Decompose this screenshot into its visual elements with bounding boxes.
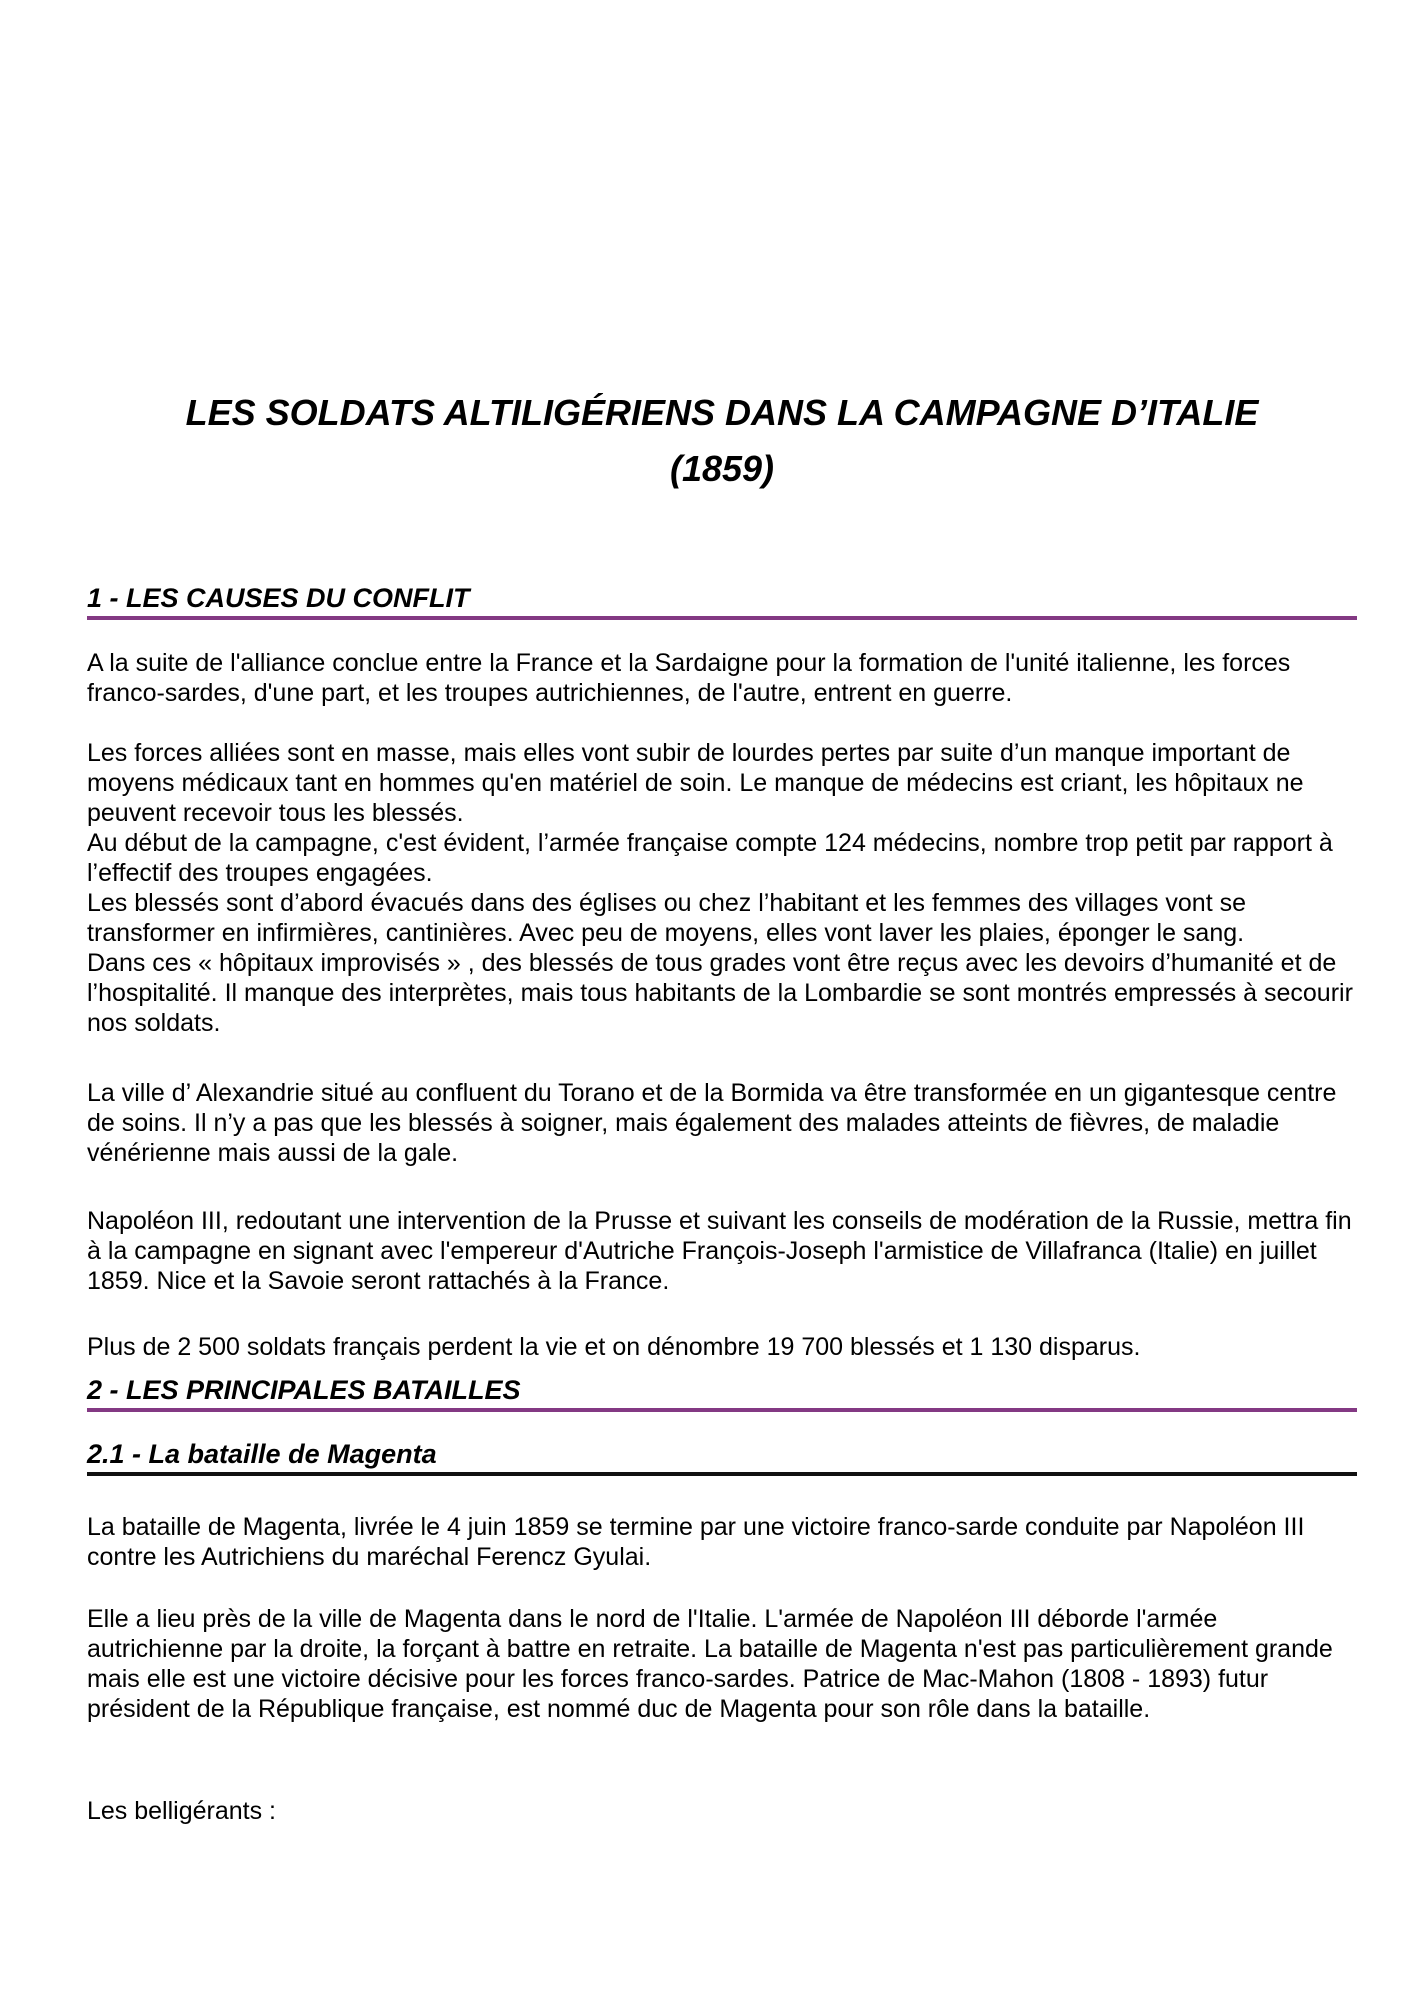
section-heading-principales-batailles: 2 - LES PRINCIPALES BATAILLES bbox=[87, 1374, 1357, 1412]
section-heading-causes-du-conflit: 1 - LES CAUSES DU CONFLIT bbox=[87, 582, 1357, 620]
paragraph-alexandrie: La ville d’ Alexandrie situé au confluent du Torano et de la Bormida va être transformée en un gigantesque centre de soins. Il n’y a pas que les blessés à soigner, mais également des malades atteints de fièvres, de maladie vénérienne mais aussi de la gale. bbox=[87, 1079, 1337, 1167]
paragraph-forces-alliees: Les forces alliées sont en masse, mais elles vont subir de lourdes pertes par suite d’un manque important de moyens médicaux tant en hommes qu'en matériel de soin. Le manque de médecins est criant, les hôpitaux ne peuvent recevoir tous les blessés. bbox=[87, 739, 1304, 827]
paragraph-pertes-totales: Plus de 2 500 soldats français perdent la vie et on dénombre 19 700 blessés et 1 130 disparus. bbox=[87, 1333, 1141, 1361]
paragraph-belligerants-label: Les belligérants : bbox=[87, 1797, 277, 1825]
paragraph-alliance: A la suite de l'alliance conclue entre la France et la Sardaigne pour la formation de l'unité italienne, les forces franco-sardes, d'une part, et les troupes autrichiennes, de l'autre, entrent en guerre. bbox=[87, 649, 1291, 707]
paragraph-magenta-details: Elle a lieu près de la ville de Magenta dans le nord de l'Italie. L'armée de Napoléon III déborde l'armée autrichienne par la droite, la forçant à battre en retraite. La bataille de Magenta n'est pas particulièrement grande mais elle est une victoire décisive pour les forces franco-sardes. Patrice de Mac-Mahon (1808 - 1893) futur président de la République française, est nommé duc de Magenta pour son rôle dans la bataille. bbox=[87, 1605, 1333, 1723]
paragraph-blesses-evacues: Les blessés sont d’abord évacués dans des églises ou chez l’habitant et les femmes des villages vont se transformer en infirmières, cantinières. Avec peu de moyens, elles vont laver les plaies, éponger le sang. bbox=[87, 889, 1246, 947]
paragraph-hopitaux-improvises: Dans ces « hôpitaux improvisés » , des blessés de tous grades vont être reçus avec les devoirs d’humanité et de l’hospitalité. Il manque des interprètes, mais tous habitants de la Lombardie se sont montrés empressés à secourir nos soldats. bbox=[87, 949, 1353, 1037]
paragraph-magenta-victoire: La bataille de Magenta, livrée le 4 juin 1859 se termine par une victoire franco-sarde conduite par Napoléon III contre les Autrichiens du maréchal Ferencz Gyulai. bbox=[87, 1513, 1305, 1571]
document-title bbox=[87, 392, 1357, 490]
paragraph-napoleon-armistice: Napoléon III, redoutant une intervention de la Prusse et suivant les conseils de modération de la Russie, mettra fin à la campagne en signant avec l'empereur d'Autriche François-Joseph l'armistice de Villafranca (Italie) en juillet 1859. Nice et la Savoie seront rattachés à la France. bbox=[87, 1207, 1352, 1295]
document-title-line2: (1859) bbox=[669, 448, 775, 489]
subsection-heading-bataille-magenta: 2.1 - La bataille de Magenta bbox=[87, 1438, 1357, 1476]
paragraph-debut-campagne: Au début de la campagne, c'est évident, l’armée française compte 124 médecins, nombre trop petit par rapport à l’effectif des troupes engagées. bbox=[87, 829, 1333, 887]
paragraph-group-pertes bbox=[87, 738, 1357, 1038]
document-title-line1: LES SOLDATS ALTILIGÉRIENS DANS LA CAMPAGNE D’ITALIE bbox=[185, 392, 1259, 433]
